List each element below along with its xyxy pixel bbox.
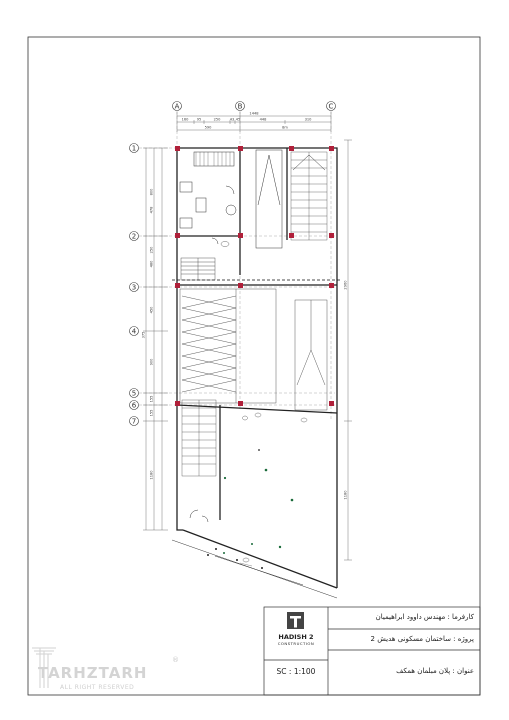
column-c2: [329, 233, 334, 238]
column-b1: [238, 146, 243, 151]
watermark-registered-mark: ®: [172, 656, 179, 664]
watermark-text: TARHZTARH: [38, 664, 148, 682]
dim-left-8: 155: [149, 395, 154, 403]
stair-bottom-left: [182, 400, 216, 476]
dim-left-10: 1180: [149, 470, 154, 480]
dim-top-seg-5: 45: [235, 117, 241, 122]
dim-left-6: 375: [141, 331, 146, 339]
column-c6: [329, 401, 334, 406]
furniture: [180, 152, 236, 522]
dim-right-bottom: 1180: [343, 490, 348, 500]
dim-top-seg-6: 448: [259, 117, 267, 122]
door-swing-icon: [212, 238, 218, 244]
table-icon: [196, 198, 206, 212]
drawing-title: عنوان : پلان مبلمان همکف: [396, 667, 474, 675]
armchair-icon-2: [180, 218, 192, 228]
dim-left-3: 250: [149, 246, 154, 254]
axis-label-b: B: [237, 102, 243, 111]
dim-left-4: 480: [149, 260, 154, 268]
dimension-left: [142, 148, 169, 530]
column-a2: [175, 233, 180, 238]
column-a6: [175, 401, 180, 406]
axis-label-7: 7: [131, 417, 137, 426]
stair-top-right: [291, 152, 327, 240]
axis-label-2: 2: [131, 232, 137, 241]
column-b1-2: [289, 146, 294, 151]
axis-label-3: 3: [131, 283, 137, 292]
columns: [175, 146, 334, 406]
dim-top-seg-2: 95: [196, 117, 202, 122]
dim-left-7: 900: [149, 358, 154, 366]
dim-right-total: 2960: [343, 280, 348, 290]
dim-left-9: 155: [149, 409, 154, 417]
axis-label-a: A: [174, 102, 180, 111]
grid-lines: [139, 111, 335, 530]
building-walls: [177, 148, 337, 588]
sheet-border: [28, 37, 480, 695]
column-c1: [329, 146, 334, 151]
dim-top-seg-7: 310: [304, 117, 312, 122]
logo-name: HADISH 2: [278, 633, 314, 641]
column-b2: [238, 233, 243, 238]
watermark-subtitle: ALL RIGHT RESERVED: [60, 684, 135, 691]
dim-left-5: 450: [149, 306, 154, 314]
dim-top-seg-1: 160: [181, 117, 189, 122]
sidewalk: [172, 540, 337, 598]
dimension-top: [177, 112, 331, 133]
column-a1: [175, 146, 180, 151]
client-label: کارفرما : مهندس داوود ابراهیمیان: [375, 613, 474, 621]
dim-top-seg-3: 250: [213, 117, 221, 122]
column-a3: [175, 283, 180, 288]
level-markers: [221, 242, 307, 563]
axis-label-4: 4: [131, 327, 137, 336]
armchair-icon: [180, 182, 192, 192]
light-fixtures: [223, 469, 293, 554]
dim-top-sub-1: 590: [204, 125, 212, 130]
column-c3: [329, 283, 334, 288]
column-b2-2: [289, 233, 294, 238]
axis-label-c: C: [328, 102, 334, 111]
stair-top-left: [181, 258, 215, 280]
column-b6: [238, 401, 243, 406]
axis-label-1: 1: [131, 144, 137, 153]
scale-label: SC : 1:100: [276, 667, 316, 676]
column-b3: [238, 283, 243, 288]
dim-top-total: 1448: [249, 111, 259, 116]
dim-top-sub-2: 8m: [282, 125, 288, 130]
logo: [287, 612, 304, 629]
project-label: پروژه : ساختمان مسکونی هدیش 2: [370, 635, 474, 643]
dim-left-2: 478: [149, 206, 154, 214]
parking-spaces: [180, 289, 327, 410]
plant-icon: [226, 205, 236, 215]
dimension-right: [344, 140, 353, 560]
car-ramp-top: [256, 150, 282, 248]
logo-subtitle: CONSTRUCTION: [277, 641, 315, 646]
floor-markers: [207, 449, 263, 569]
axis-label-6: 6: [131, 401, 137, 410]
axis-label-5: 5: [131, 389, 137, 398]
grid-axis-top: [173, 102, 336, 111]
grid-axis-left: [130, 144, 139, 426]
dim-top-seg-4: 43: [229, 117, 235, 122]
dim-left-1: 800: [149, 188, 154, 196]
